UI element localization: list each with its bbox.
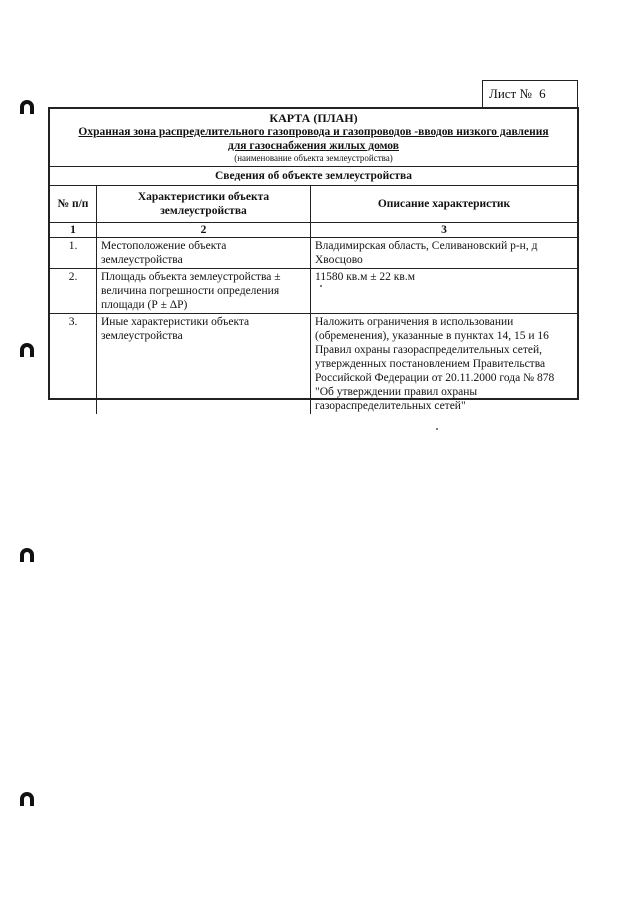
section-title: Сведения об объекте землеустройства	[50, 167, 577, 186]
binder-hole-mark-2	[20, 343, 34, 357]
header-description: Описание характеристик	[311, 186, 578, 223]
column-index-row	[50, 223, 577, 238]
table-row	[50, 314, 577, 415]
row-characteristic: Иные характеристики объекта землеустройства	[97, 314, 311, 415]
table-row	[50, 238, 577, 269]
sheet-number-box	[482, 80, 578, 108]
characteristics-table	[50, 186, 577, 414]
row-characteristic: Местоположение объекта землеустройства	[97, 238, 311, 269]
row-description: Владимирская область, Селивановский р-н, д Хвосцово	[311, 238, 578, 269]
header-number: № п/п	[50, 186, 97, 223]
sheet-number: 6	[539, 86, 546, 101]
document-frame	[48, 107, 579, 412]
scan-speck	[436, 428, 438, 430]
row-number: 2.	[50, 269, 97, 314]
column-index-3: 3	[311, 223, 578, 238]
row-number: 1.	[50, 238, 97, 269]
sheet-label: Лист №	[489, 86, 532, 101]
document-subtitle-line-1: Охранная зона распределительного газопровода и газопроводов -вводов низкого давления	[78, 126, 549, 138]
binder-hole-mark-1	[20, 100, 34, 114]
table-header-row	[50, 186, 577, 223]
document-title: КАРТА (ПЛАН)	[269, 111, 358, 125]
row-characteristic: Площадь объекта землеустройства ± величина погрешности определения площади (Р ± ΔР)	[97, 269, 311, 314]
document-header	[50, 109, 577, 167]
header-characteristic: Характеристики объекта землеустройства	[97, 186, 311, 223]
binder-hole-mark-3	[20, 548, 34, 562]
row-number: 3.	[50, 314, 97, 415]
row-description: 11580 кв.м ± 22 кв.м	[311, 269, 578, 314]
row-description: Наложить ограничения в использовании (обременения), указанные в пунктах 14, 15 и 16 Правил охраны газораспределительных сетей, утвержденных постановлением Правительства Российской Федерации от 20.11.2000 года № 878 "Об утверждении правил охраны газораспределительных сетей"	[311, 314, 578, 415]
binder-hole-mark-4	[20, 792, 34, 806]
document-caption: (наименование объекта землеустройства)	[234, 153, 393, 163]
column-index-1: 1	[50, 223, 97, 238]
column-index-2: 2	[97, 223, 311, 238]
document-subtitle-line-2: для газоснабжения жилых домов	[228, 140, 399, 152]
table-row	[50, 269, 577, 314]
scan-speck	[320, 285, 322, 287]
